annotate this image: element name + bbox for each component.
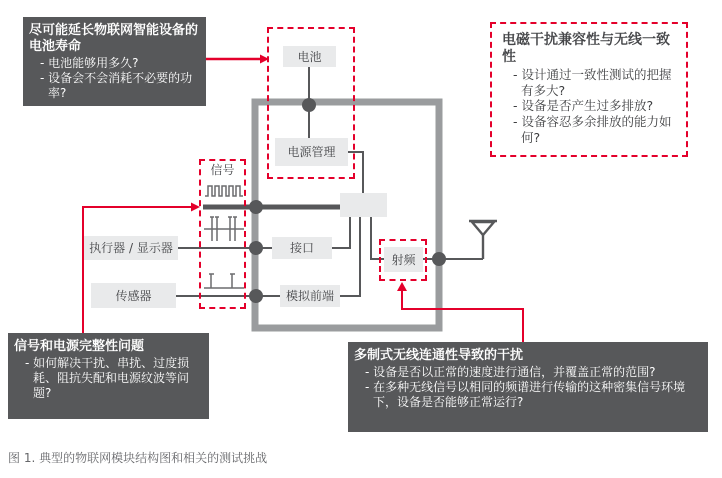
callout-bullet-list (354, 365, 702, 410)
callout-title: 电磁干扰兼容性与无线一致性 (502, 32, 670, 66)
callout-title: 信号和电源完整性问题 (14, 339, 145, 354)
callout-emc-wireless (490, 22, 688, 157)
callout-bullet-list (502, 67, 676, 145)
block-actuator-display: 执行器 / 显示器 (84, 236, 178, 260)
figure-caption: 图 1. 典型的物联网模块结构图和相关的测试挑战 (8, 451, 268, 465)
block-power-management: 电源管理 (275, 138, 348, 166)
callout-bullet-list (29, 56, 200, 101)
block-interface: 接口 (272, 237, 332, 259)
callout-bullet: - 设备容忍多余排放的能力如何? (507, 114, 676, 145)
block-sensor: 传感器 (91, 283, 176, 308)
callout-bullet: - 设备是否以正常的速度进行通信，并覆盖正常的范围? (359, 365, 702, 380)
battery-callout-arrow (206, 55, 269, 64)
signal-label: 信号 (210, 163, 235, 177)
callout-multiformat-wireless (348, 342, 708, 432)
callout-bullet: - 设备是否产生过多排放? (507, 98, 676, 114)
callout-title: 多制式无线连通性导致的干扰 (354, 348, 524, 363)
block-rf: 射频 (384, 247, 423, 272)
block-analog-front-end: 模拟前端 (280, 285, 340, 307)
callout-bullet: - 设计通过一致性测试的把握有多大? (507, 67, 676, 98)
callout-signal-power-integrity (8, 333, 209, 419)
callout-bullet: - 设备会不会消耗不必要的功率? (34, 71, 200, 101)
callout-bullet: - 电池能够用多久? (34, 56, 200, 71)
integrity-callout-arrow (83, 203, 200, 334)
junction-node (432, 252, 446, 266)
callout-battery-life (23, 17, 206, 106)
callout-bullet-list (14, 356, 203, 401)
junction-node (249, 241, 263, 255)
wireless-callout-arrow (397, 282, 523, 342)
junction-node (249, 289, 263, 303)
callout-bullet: - 在多种无线信号以相同的频谱进行传输的这种密集信号环境下，设备是否能够正常运行? (359, 380, 702, 410)
antenna-icon (469, 221, 497, 259)
callout-bullet: - 如何解决干扰、串扰、过度损耗、阻抗失配和电源纹波等问题? (19, 356, 203, 401)
block-processor (340, 193, 387, 217)
signal-highlight-region (199, 159, 246, 309)
callout-title: 尽可能延长物联网智能设备的电池寿命 (29, 23, 199, 54)
block-battery: 电池 (283, 46, 336, 67)
junction-node (249, 200, 263, 214)
